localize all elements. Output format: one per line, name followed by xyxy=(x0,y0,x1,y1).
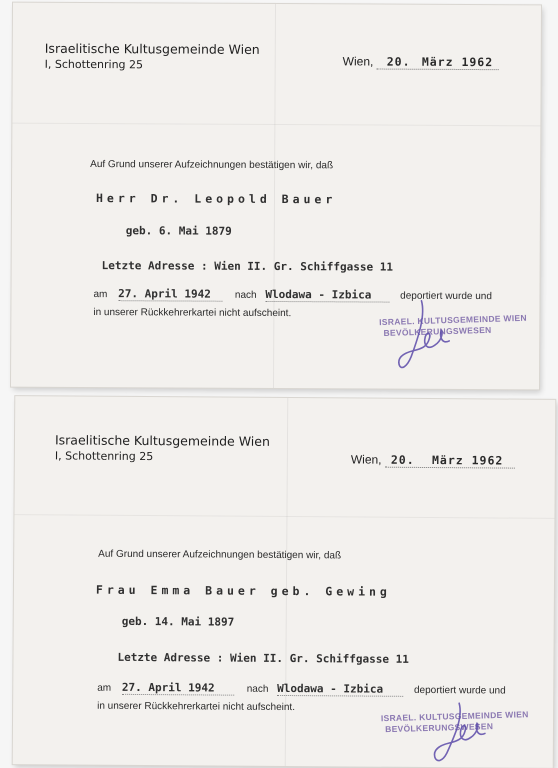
place: Wien, xyxy=(342,54,374,69)
deportation-line xyxy=(97,681,506,698)
intro-text: Auf Grund unserer Aufzeichnungen bestätigen wir, daß xyxy=(98,548,342,562)
organization-address: I, Schottenring 25 xyxy=(54,449,154,464)
destination: Wlodawa - Izbica xyxy=(277,681,384,696)
person-name: Frau Emma Bauer geb. Gewing xyxy=(95,582,391,599)
destination-field xyxy=(265,288,389,303)
place-date xyxy=(351,452,515,468)
document-sheet-2 xyxy=(13,396,556,768)
birth-date: geb. 6. Mai 1879 xyxy=(125,224,232,238)
deportation-date-field xyxy=(118,287,222,302)
place-date xyxy=(343,54,499,70)
destination-field xyxy=(277,682,403,697)
official-stamp: ISRAEL. KULTUSGEMEINDE WIEN BEVÖLKERUNGSWESEN xyxy=(379,312,527,338)
date-month-year: März 1962 xyxy=(431,453,504,468)
paper-crease xyxy=(14,514,554,519)
deportation-suffix: deportiert wurde und xyxy=(413,684,506,697)
organization-address: I, Schottenring 25 xyxy=(44,57,144,72)
last-address: Letzte Adresse : Wien II. Gr. Schiffgasse 11 xyxy=(101,259,394,274)
date-day: 20. xyxy=(386,54,411,69)
official-stamp: ISRAEL. KULTUSGEMEINDE WIEN BEVÖLKERUNGSWESEN xyxy=(380,709,529,735)
organization-name: Israelitische Kultusgemeinde Wien xyxy=(54,432,270,449)
signature xyxy=(391,295,461,375)
place: Wien, xyxy=(350,452,382,467)
closing-text: in unserer Rückkehrerkartei nicht aufscheint. xyxy=(97,700,296,714)
nach-label: nach xyxy=(234,289,257,301)
person-name: Herr Dr. Leopold Bauer xyxy=(95,191,337,207)
deportation-date-field xyxy=(122,681,234,696)
intro-text: Auf Grund unserer Aufzeichnungen bestätigen wir, daß xyxy=(90,159,334,172)
paper-crease xyxy=(12,123,540,127)
letterhead xyxy=(55,432,270,465)
closing-text: in unserer Rückkehrerkartei nicht aufscheint. xyxy=(93,307,292,320)
nach-label: nach xyxy=(246,683,269,695)
organization-name: Israelitische Kultusgemeinde Wien xyxy=(44,40,260,57)
date-line xyxy=(385,453,515,469)
date-line xyxy=(377,55,499,71)
deportation-suffix: deportiert wurde und xyxy=(400,290,492,303)
date-day: 20. xyxy=(390,452,415,467)
document-sheet-1 xyxy=(11,3,541,390)
am-label: am xyxy=(97,682,112,694)
signature xyxy=(425,699,495,767)
am-label: am xyxy=(93,289,108,301)
deportation-date: 27. April 1942 xyxy=(118,287,211,301)
date-month-year: März 1962 xyxy=(421,54,494,70)
letterhead xyxy=(45,41,260,74)
deportation-date: 27. April 1942 xyxy=(121,680,215,695)
birth-date: geb. 14. Mai 1897 xyxy=(121,614,235,629)
last-address: Letzte Adresse : Wien II. Gr. Schiffgasse 11 xyxy=(117,650,409,666)
destination: Wlodawa - Izbica xyxy=(265,287,372,302)
